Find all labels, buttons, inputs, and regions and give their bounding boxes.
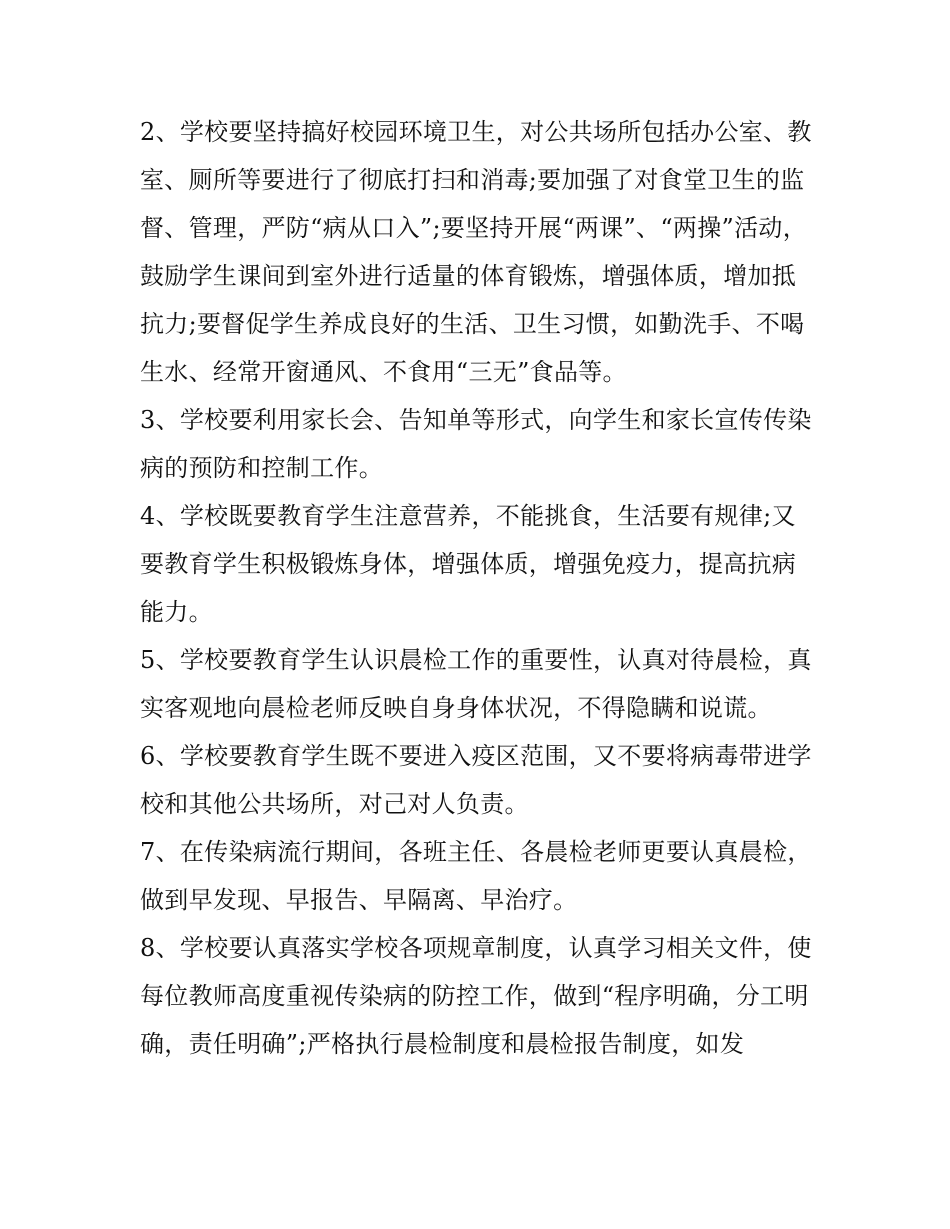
paragraph-item-4: 4、学校既要教育学生注意营养，不能挑食，生活要有规律;又要教育学生积极锻炼身体，增强体质，增强免疫力，提高抗病能力。 (140, 502, 797, 626)
paragraph-item-6: 6、学校要教育学生既不要进入疫区范围，又不要将病毒带进学校和其他公共场所，对己对人负责。 (140, 742, 812, 818)
paragraph-item-2: 2、学校要坚持搞好校园环境卫生，对公共场所包括办公室、教室、厕所等要进行了彻底打扫和消毒;要加强了对食堂卫生的监督、管理，严防“病从口入”;要坚持开展“两课”、“两操”活动，鼓励学生课间到室外进行适量的体育锻炼，增强体质，增加抵抗力;要督促学生养成良好的生活、卫生习惯，如勤洗手、不喝生水、经常开窗通风、不食用“三无”食品等。 (140, 118, 812, 386)
paragraph-item-3: 3、学校要利用家长会、告知单等形式，向学生和家长宣传传染病的预防和控制工作。 (140, 406, 812, 482)
paragraph-item-5: 5、学校要教育学生认识晨检工作的重要性，认真对待晨检，真实客观地向晨检老师反映自身身体状况，不得隐瞒和说谎。 (140, 646, 812, 722)
paragraph-item-8: 8、学校要认真落实学校各项规章制度，认真学习相关文件，使每位教师高度重视传染病的防控工作，做到“程序明确，分工明确，责任明确”;严格执行晨检制度和晨检报告制度，如发 (140, 934, 812, 1058)
document-body (140, 108, 820, 1068)
paragraph-item-7: 7、在传染病流行期间，各班主任、各晨检老师更要认真晨检，做到早发现、早报告、早隔离、早治疗。 (140, 838, 812, 914)
